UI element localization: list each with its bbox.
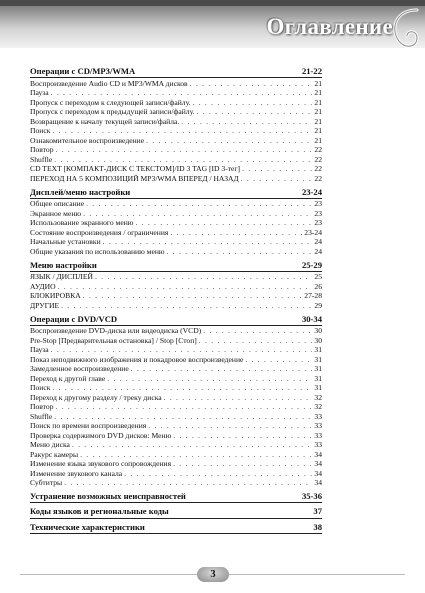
dot-leader xyxy=(193,98,313,108)
entry-label: Показ неподвижного изображения и покадровое воспроизведение xyxy=(30,354,244,364)
entry-page: 30 xyxy=(314,326,322,335)
entry-page: 31 xyxy=(314,364,322,373)
toc-entry[interactable] xyxy=(30,412,322,422)
toc-entry[interactable] xyxy=(30,98,322,108)
toc-entry[interactable] xyxy=(30,355,322,365)
dot-leader xyxy=(173,431,312,441)
toc-entry[interactable] xyxy=(30,393,322,403)
entry-page: 21 xyxy=(314,97,322,107)
dot-leader xyxy=(86,199,312,209)
entry-page: 24 xyxy=(314,246,322,256)
toc-entry[interactable] xyxy=(30,431,322,441)
toc-entry[interactable] xyxy=(30,291,322,301)
entry-label: Общие указания по использованию меню xyxy=(30,246,165,256)
page-header xyxy=(0,0,425,48)
entry-label: Ракурс камеры xyxy=(30,449,79,459)
swirl-icon xyxy=(387,4,423,56)
dot-leader xyxy=(54,412,312,422)
entry-page: 31 xyxy=(314,345,322,354)
dot-leader xyxy=(103,237,313,247)
toc-entry[interactable] xyxy=(30,301,322,311)
section-pages: 25-29 xyxy=(301,259,322,270)
entry-label: Изменение звукового канала xyxy=(30,468,123,478)
entry-page: 21 xyxy=(314,78,322,88)
entry-page: 22 xyxy=(314,173,322,183)
entry-label: Повтор xyxy=(30,402,54,411)
toc-section-heading[interactable] xyxy=(30,314,322,326)
toc-entry[interactable] xyxy=(30,218,322,228)
entry-label: Воспроизведение Audio CD и MP3/WMA дисков xyxy=(30,78,188,88)
entry-label: АУДИО xyxy=(30,281,56,291)
section-title: Операции с CD/MP3/WMA xyxy=(30,66,136,76)
entry-page: 30 xyxy=(314,335,322,345)
entry-label: Проверка содержимого DVD дисков: Меню xyxy=(30,430,172,440)
entry-label: Начальные установки xyxy=(30,237,101,246)
section-pages: 23-24 xyxy=(301,186,322,197)
toc-section xyxy=(30,66,322,183)
dot-leader xyxy=(56,402,313,412)
section-pages: 35-36 xyxy=(301,490,322,501)
toc-entry[interactable] xyxy=(30,459,322,469)
section-pages: 38 xyxy=(313,521,322,532)
entry-label: ЯЗЫК / ДИСПЛЕЙ xyxy=(30,272,93,281)
toc-entry[interactable] xyxy=(30,345,322,355)
dot-leader xyxy=(83,291,303,301)
toc-entry[interactable] xyxy=(30,469,322,479)
entry-label: Замедленное воспроизведение xyxy=(30,364,129,373)
toc-entry[interactable] xyxy=(30,421,322,431)
dot-leader xyxy=(170,228,302,238)
entry-label: БЛОКИРОВКА xyxy=(30,291,81,300)
dot-leader xyxy=(181,117,312,127)
toc-section-heading[interactable] xyxy=(30,66,322,78)
entry-page: 33 xyxy=(314,411,322,421)
dot-leader xyxy=(203,326,312,336)
entry-page: 32 xyxy=(314,402,322,411)
section-title: Технические характеристики xyxy=(30,521,145,532)
dot-leader xyxy=(61,301,312,311)
entry-label: Ознакомительное воспроизведение xyxy=(30,135,145,145)
header-dark-band xyxy=(0,0,425,6)
dot-leader xyxy=(167,247,313,257)
toc-entry[interactable] xyxy=(30,79,322,89)
entry-label: CD TEXT [КОМПАКТ-ДИСК С ТЕКСТОМ]/ID 3 TAG [ID 3-тег] xyxy=(30,164,241,173)
entry-page: 23-24 xyxy=(304,227,322,237)
entry-label: Shuffle xyxy=(30,154,53,164)
section-pages: 37 xyxy=(313,506,322,516)
entry-page: 21 xyxy=(314,107,322,116)
toc-entry[interactable] xyxy=(30,402,322,412)
section-title: Меню настройки xyxy=(30,259,97,270)
toc-section-heading[interactable] xyxy=(30,260,322,272)
dot-leader xyxy=(64,478,312,488)
toc-entry[interactable] xyxy=(30,228,322,238)
entry-page: 31 xyxy=(314,373,322,383)
entry-label: Пропуск с переходом к предыдущей записи/файлу. xyxy=(30,107,195,116)
dot-leader xyxy=(80,450,312,460)
section-title: Устранение возможных неисправностей xyxy=(30,490,186,501)
toc-section xyxy=(30,187,322,257)
section-title: Операции с DVD/VCD xyxy=(30,313,118,324)
entry-label: Возвращение к началу текущей записи/файла. xyxy=(30,116,180,126)
dot-leader xyxy=(56,145,313,155)
entry-page: 31 xyxy=(314,383,322,392)
entry-label: Pre-Stop [Предварительная остановка] / Stop [Стоп] xyxy=(30,335,197,345)
toc-entry[interactable] xyxy=(30,126,322,136)
toc-entry[interactable] xyxy=(30,478,322,488)
dot-leader xyxy=(190,79,313,89)
entry-page: 34 xyxy=(314,478,322,487)
toc-entry[interactable] xyxy=(30,237,322,247)
entry-label: Использование экранного меню xyxy=(30,218,134,227)
toc-section-heading[interactable] xyxy=(30,491,322,504)
entry-page: 31 xyxy=(314,354,322,364)
dot-leader xyxy=(242,164,312,174)
toc-entry[interactable] xyxy=(30,272,322,282)
toc-entry[interactable] xyxy=(30,326,322,336)
toc-entry[interactable] xyxy=(30,450,322,460)
dot-leader xyxy=(124,469,312,479)
entry-label: Меню диска xyxy=(30,440,70,449)
entry-page: 21 xyxy=(314,88,322,97)
entry-page: 34 xyxy=(314,449,322,459)
entry-page: 26 xyxy=(314,281,322,291)
entry-page: 33 xyxy=(314,430,322,440)
entry-label: Поиск xyxy=(30,126,51,135)
entry-label: Пауза xyxy=(30,345,49,354)
dot-leader xyxy=(173,459,312,469)
entry-label: Состояние воспроизведения / ограничения xyxy=(30,227,169,237)
entry-page: 29 xyxy=(314,300,322,310)
dot-leader xyxy=(95,272,312,282)
entry-page: 23 xyxy=(314,218,322,227)
entry-page: 34 xyxy=(314,468,322,478)
entry-label: Воспроизведение DVD-диска или видеодиска (VCD) xyxy=(30,326,202,335)
toc-section-heading[interactable] xyxy=(30,506,322,519)
entry-page: 33 xyxy=(314,421,322,430)
dot-leader xyxy=(241,174,313,184)
entry-label: Изменение языка звукового сопровождения xyxy=(30,459,172,468)
toc-entry[interactable] xyxy=(30,336,322,346)
toc-entry[interactable] xyxy=(30,209,322,219)
dot-leader xyxy=(164,393,313,403)
dot-leader xyxy=(199,336,313,346)
entry-page: 23 xyxy=(314,199,322,208)
dot-leader xyxy=(52,383,312,393)
dot-leader xyxy=(107,374,312,384)
toc-section-heading[interactable] xyxy=(30,187,322,199)
entry-page: 34 xyxy=(314,459,322,468)
entry-label: Переход к другому разделу / треку диска xyxy=(30,392,162,402)
dot-leader xyxy=(54,155,312,165)
entry-label: Поиск xyxy=(30,383,51,392)
entry-page: 21 xyxy=(314,126,322,135)
entry-page: 27-28 xyxy=(304,291,322,300)
toc-entry[interactable] xyxy=(30,88,322,98)
entry-page: 21 xyxy=(314,135,322,145)
page-number-badge: 3 xyxy=(197,567,229,582)
dot-leader xyxy=(131,364,313,374)
dot-leader xyxy=(51,345,313,355)
entry-page: 22 xyxy=(314,145,322,154)
entry-label: Повтор xyxy=(30,145,54,154)
entry-page: 33 xyxy=(314,440,322,449)
toc-entry[interactable] xyxy=(30,440,322,450)
toc-entry[interactable] xyxy=(30,374,322,384)
toc-entry[interactable] xyxy=(30,136,322,146)
entry-label: ПЕРЕХОД НА 5 КОМПОЗИЦИЙ MP3/WMA ВПЕРЕД / НАЗАД xyxy=(30,173,239,183)
dot-leader xyxy=(197,107,313,117)
dot-leader xyxy=(135,218,312,228)
dot-leader xyxy=(83,209,312,219)
toc-entry[interactable] xyxy=(30,107,322,117)
toc-entry[interactable] xyxy=(30,247,322,257)
entry-page: 22 xyxy=(314,154,322,164)
entry-page: 24 xyxy=(314,237,322,246)
section-title: Дисплей/меню настройки xyxy=(30,186,131,197)
toc-entry[interactable] xyxy=(30,199,322,209)
dot-leader xyxy=(72,440,313,450)
toc-entry[interactable] xyxy=(30,117,322,127)
entry-label: ДРУГИЕ xyxy=(30,300,60,310)
dot-leader xyxy=(51,88,313,98)
entry-page: 23 xyxy=(314,208,322,218)
entry-page: 25 xyxy=(314,272,322,281)
entry-label: Пропуск с переходом к следующей записи/файлу. xyxy=(30,97,191,107)
section-title: Коды языков и региональные коды xyxy=(30,506,169,516)
toc-entry[interactable] xyxy=(30,174,322,184)
entry-label: Пауза xyxy=(30,88,49,97)
toc-entry[interactable] xyxy=(30,383,322,393)
toc-entry[interactable] xyxy=(30,145,322,155)
dot-leader xyxy=(58,282,313,292)
section-pages: 21-22 xyxy=(301,66,322,76)
entry-label: Общее описание xyxy=(30,199,85,208)
toc-entry[interactable] xyxy=(30,164,322,174)
entry-label: Shuffle xyxy=(30,411,53,421)
dot-leader xyxy=(52,126,312,136)
entry-label: Поиск по времени воспроизведения xyxy=(30,421,147,430)
toc-entry[interactable] xyxy=(30,282,322,292)
entry-page: 21 xyxy=(314,116,322,126)
entry-label: Субтитры xyxy=(30,478,63,487)
section-pages: 30-34 xyxy=(301,313,322,324)
dot-leader xyxy=(146,136,312,146)
entry-label: Экранное меню xyxy=(30,208,82,218)
toc-entry[interactable] xyxy=(30,155,322,165)
dot-leader xyxy=(245,355,312,365)
toc-section xyxy=(30,314,322,488)
entry-page: 22 xyxy=(314,164,322,173)
toc-entry[interactable] xyxy=(30,364,322,374)
page-title: Оглавление xyxy=(266,14,393,39)
entry-page: 32 xyxy=(314,392,322,402)
toc-section-heading[interactable] xyxy=(30,522,322,535)
entry-label: Переход к другой главе xyxy=(30,373,106,383)
table-of-contents xyxy=(30,66,322,534)
dot-leader xyxy=(148,421,312,431)
toc-section xyxy=(30,260,322,311)
